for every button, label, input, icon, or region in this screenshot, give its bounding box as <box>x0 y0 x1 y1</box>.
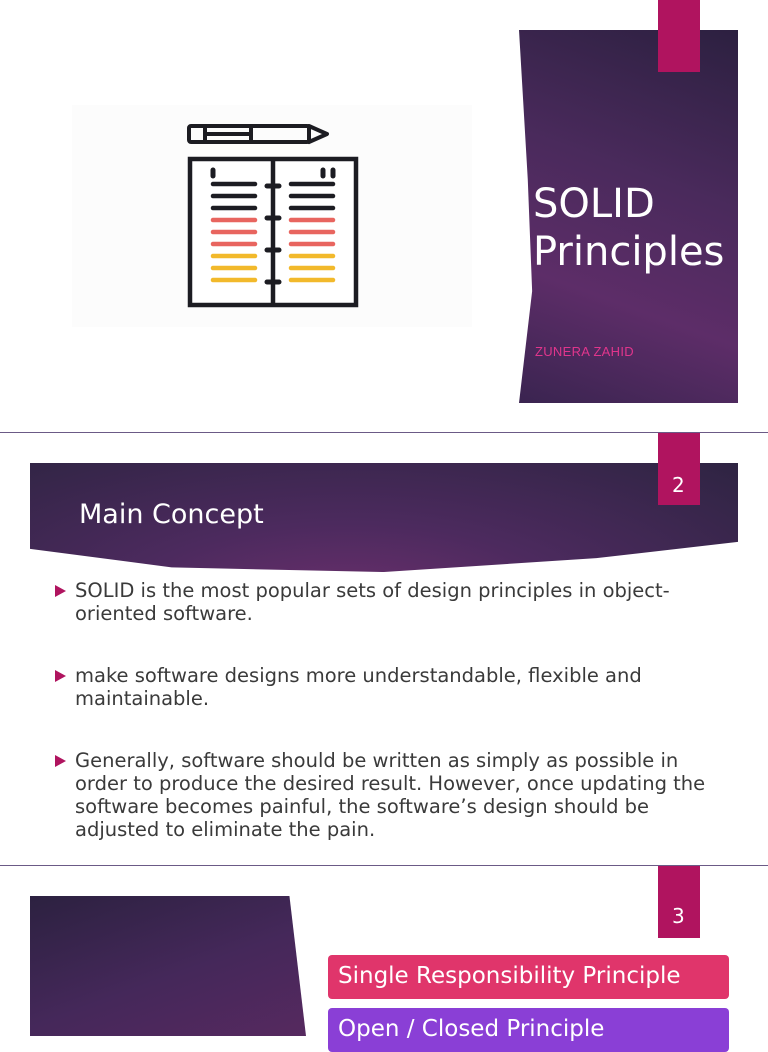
slide-3 <box>0 866 768 1042</box>
bullet-text: SOLID is the most popular sets of design principles in object-oriented software. <box>75 579 670 625</box>
side-panel <box>30 896 306 1036</box>
bullet-arrow-icon <box>55 670 66 682</box>
slide-1 <box>0 0 768 432</box>
author-name: ZUNERA ZAHID <box>535 344 634 359</box>
bullet-arrow-icon <box>55 755 66 767</box>
page-number: 3 <box>672 904 685 928</box>
slide-title: Main Concept <box>79 499 264 530</box>
bullet-text: make software designs more understandable, flexible and maintainable. <box>75 664 642 710</box>
page-number: 2 <box>672 473 685 497</box>
bullet-item <box>55 579 735 625</box>
accent-tab <box>658 0 700 72</box>
bullet-item <box>55 664 735 710</box>
notebook-with-pencil-icon <box>185 122 361 310</box>
bullet-text: Generally, software should be written as simply as possible in order to produce the desired result. However, once updating the software becomes painful, the software’s design should be adjusted to eliminate the pain. <box>75 749 706 841</box>
principle-box: Open / Closed Principle <box>328 1008 729 1052</box>
principle-box: Single Responsibility Principle <box>328 955 729 999</box>
bullet-arrow-icon <box>55 585 66 597</box>
bullet-item <box>55 749 735 841</box>
slide-2 <box>0 433 768 865</box>
title-line-1: SOLID <box>533 181 655 227</box>
slide-title <box>533 180 733 276</box>
title-line-2: Principles <box>533 229 725 275</box>
